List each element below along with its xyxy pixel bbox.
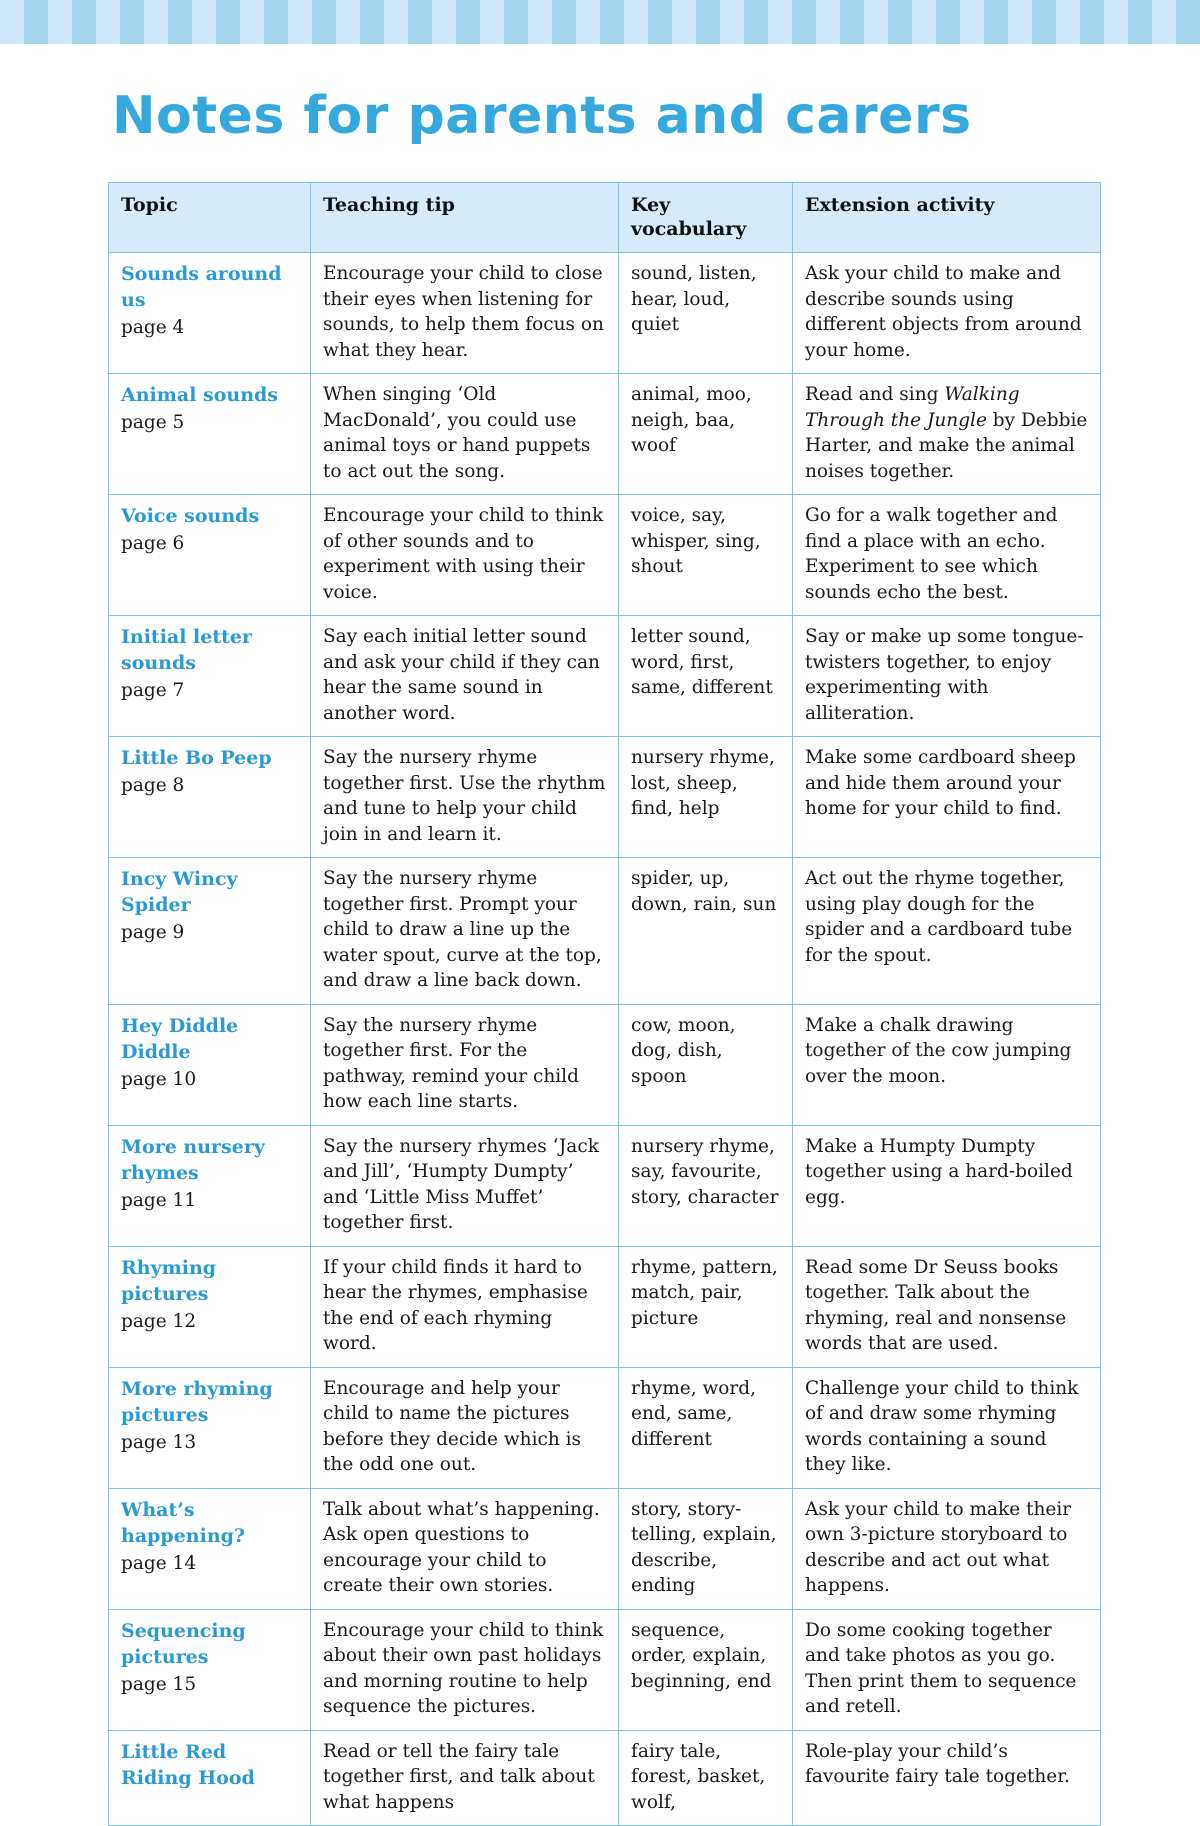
key-vocabulary-cell: rhyme, pattern, match, pair, picture xyxy=(619,1246,793,1367)
topic-page-number: page 10 xyxy=(121,1068,197,1090)
extension-activity-cell: Make some cardboard sheep and hide them around your home for your child to find. xyxy=(793,737,1101,858)
extension-book-title: Walking Through the Jungle xyxy=(805,384,1020,431)
key-vocabulary-cell: sound, listen, hear, loud, quiet xyxy=(619,253,793,374)
key-vocabulary-cell: spider, up, down, rain, sun xyxy=(619,858,793,1005)
extension-text-pre: Read and sing xyxy=(805,384,945,405)
teaching-tip-cell: Say the nursery rhyme together first. For the pathway, remind your child how each line starts. xyxy=(311,1004,619,1125)
topic-page-number: page 6 xyxy=(121,533,185,554)
table-row xyxy=(109,1488,1101,1609)
teaching-tip-cell: Say the nursery rhyme together first. Use the rhythm and tune to help your child join in and learn it. xyxy=(311,737,619,858)
extension-activity-cell: Make a chalk drawing together of the cow jumping over the moon. xyxy=(793,1004,1101,1125)
notes-table xyxy=(108,182,1101,1826)
topic-title: Sounds around us xyxy=(121,263,282,311)
extension-activity-cell: Say or make up some tongue-twisters together, to enjoy experimenting with alliteration. xyxy=(793,616,1101,737)
topic-page-number: page 7 xyxy=(121,680,185,701)
key-vocabulary-cell: rhyme, word, end, same, different xyxy=(619,1367,793,1488)
extension-activity-cell: Challenge your child to think of and draw some rhyming words containing a sound they like. xyxy=(793,1367,1101,1488)
topic-cell xyxy=(109,374,311,495)
key-vocabulary-cell: animal, moo, neigh, baa, woof xyxy=(619,374,793,495)
topic-title: Sequencing pictures xyxy=(121,1619,246,1668)
top-striped-banner xyxy=(0,0,1200,44)
teaching-tip-cell: If your child finds it hard to hear the rhymes, emphasise the end of each rhyming word. xyxy=(311,1246,619,1367)
title-container xyxy=(0,44,1200,144)
table-row xyxy=(109,374,1101,495)
topic-title: Incy Wincy Spider xyxy=(121,868,238,916)
topic-cell xyxy=(109,253,311,374)
topic-cell xyxy=(109,858,311,1005)
table-row xyxy=(109,495,1101,616)
table-row xyxy=(109,1367,1101,1488)
key-vocabulary-cell: voice, say, whisper, sing, shout xyxy=(619,495,793,616)
topic-cell xyxy=(109,737,311,858)
topic-cell xyxy=(109,1246,311,1367)
key-vocabulary-cell: sequence, order, explain, beginning, end xyxy=(619,1609,793,1730)
teaching-tip-cell: When singing ‘Old MacDonald’, you could use animal toys or hand puppets to act out the song. xyxy=(311,374,619,495)
extension-activity-cell: Go for a walk together and find a place with an echo. Experiment to see which sounds echo the best. xyxy=(793,495,1101,616)
topic-cell xyxy=(109,616,311,737)
extension-activity-cell: Do some cooking together and take photos as you go. Then print them to sequence and retell. xyxy=(793,1609,1101,1730)
topic-title: Little Bo Peep xyxy=(121,747,272,769)
topic-page-number: page 11 xyxy=(121,1189,197,1211)
topic-page-number: page 15 xyxy=(121,1673,197,1695)
topic-title: Hey Diddle Diddle xyxy=(121,1014,239,1063)
topic-title: More nursery rhymes xyxy=(121,1135,265,1184)
table-row xyxy=(109,1125,1101,1246)
extension-activity-cell: Ask your child to make and describe sounds using different objects from around your home. xyxy=(793,253,1101,374)
key-vocabulary-cell: letter sound, word, first, same, different xyxy=(619,616,793,737)
column-header-teaching-tip: Teaching tip xyxy=(311,183,619,253)
topic-cell xyxy=(109,1730,311,1826)
topic-title: Animal sounds xyxy=(121,384,279,406)
key-vocabulary-cell: fairy tale, forest, basket, wolf, xyxy=(619,1730,793,1826)
table-row xyxy=(109,1730,1101,1826)
topic-page-number: page 14 xyxy=(121,1552,197,1574)
topic-page-number: page 4 xyxy=(121,317,185,338)
teaching-tip-cell: Encourage your child to close their eyes when listening for sounds, to help them focus on what they hear. xyxy=(311,253,619,374)
extension-activity-cell xyxy=(793,374,1101,495)
topic-cell xyxy=(109,495,311,616)
column-header-key-vocabulary: Key vocabulary xyxy=(619,183,793,253)
topic-cell xyxy=(109,1125,311,1246)
topic-page-number: page 5 xyxy=(121,412,185,433)
teaching-tip-cell: Say each initial letter sound and ask your child if they can hear the same sound in another word. xyxy=(311,616,619,737)
teaching-tip-cell: Read or tell the fairy tale together first, and talk about what happens xyxy=(311,1730,619,1826)
column-header-topic: Topic xyxy=(109,183,311,253)
key-vocabulary-cell: cow, moon, dog, dish, spoon xyxy=(619,1004,793,1125)
topic-page-number: page 12 xyxy=(121,1310,197,1332)
table-header-row xyxy=(109,183,1101,253)
topic-cell xyxy=(109,1367,311,1488)
table-row xyxy=(109,1609,1101,1730)
teaching-tip-cell: Say the nursery rhymes ‘Jack and Jill’, ‘Humpty Dumpty’ and ‘Little Miss Muffet’ together first. xyxy=(311,1125,619,1246)
teaching-tip-cell: Encourage your child to think of other sounds and to experiment with using their voice. xyxy=(311,495,619,616)
extension-activity-cell: Read some Dr Seuss books together. Talk about the rhyming, real and nonsense words that are used. xyxy=(793,1246,1101,1367)
teaching-tip-cell: Encourage your child to think about their own past holidays and morning routine to help sequence the pictures. xyxy=(311,1609,619,1730)
topic-page-number: page 9 xyxy=(121,922,185,943)
key-vocabulary-cell: nursery rhyme, say, favourite, story, character xyxy=(619,1125,793,1246)
table-body xyxy=(109,253,1101,1826)
topic-cell xyxy=(109,1004,311,1125)
key-vocabulary-cell: nursery rhyme, lost, sheep, find, help xyxy=(619,737,793,858)
table-row xyxy=(109,858,1101,1005)
topic-cell xyxy=(109,1609,311,1730)
topic-page-number: page 13 xyxy=(121,1431,197,1453)
notes-table-container xyxy=(108,182,1100,1826)
topic-title: Voice sounds xyxy=(121,505,260,527)
topic-title: More rhyming pictures xyxy=(121,1377,273,1426)
key-vocabulary-cell: story, story-telling, explain, describe, ending xyxy=(619,1488,793,1609)
teaching-tip-cell: Encourage and help your child to name the pictures before they decide which is the odd one out. xyxy=(311,1367,619,1488)
column-header-extension-activity: Extension activity xyxy=(793,183,1101,253)
topic-title: What’s happening? xyxy=(121,1498,246,1547)
table-row xyxy=(109,1246,1101,1367)
page-title: Notes for parents and carers xyxy=(112,86,972,146)
teaching-tip-cell: Talk about what’s happening. Ask open questions to encourage your child to create their own stories. xyxy=(311,1488,619,1609)
table-row xyxy=(109,1004,1101,1125)
topic-page-number: page 8 xyxy=(121,775,185,796)
table-row xyxy=(109,737,1101,858)
table-row xyxy=(109,616,1101,737)
topic-title: Little Red Riding Hood xyxy=(121,1740,255,1789)
topic-title: Rhyming pictures xyxy=(121,1256,217,1305)
extension-activity-cell: Act out the rhyme together, using play dough for the spider and a cardboard tube for the spout. xyxy=(793,858,1101,1005)
table-row xyxy=(109,253,1101,374)
topic-cell xyxy=(109,1488,311,1609)
extension-activity-cell: Role-play your child’s favourite fairy tale together. xyxy=(793,1730,1101,1826)
extension-activity-cell: Make a Humpty Dumpty together using a hard-boiled egg. xyxy=(793,1125,1101,1246)
extension-activity-cell: Ask your child to make their own 3-picture storyboard to describe and act out what happens. xyxy=(793,1488,1101,1609)
teaching-tip-cell: Say the nursery rhyme together first. Prompt your child to draw a line up the water spout, curve at the top, and draw a line back down. xyxy=(311,858,619,1005)
topic-title: Initial letter sounds xyxy=(121,626,253,674)
extension-text-post: by Debbie Harter, and make the animal noises together. xyxy=(805,409,1088,482)
